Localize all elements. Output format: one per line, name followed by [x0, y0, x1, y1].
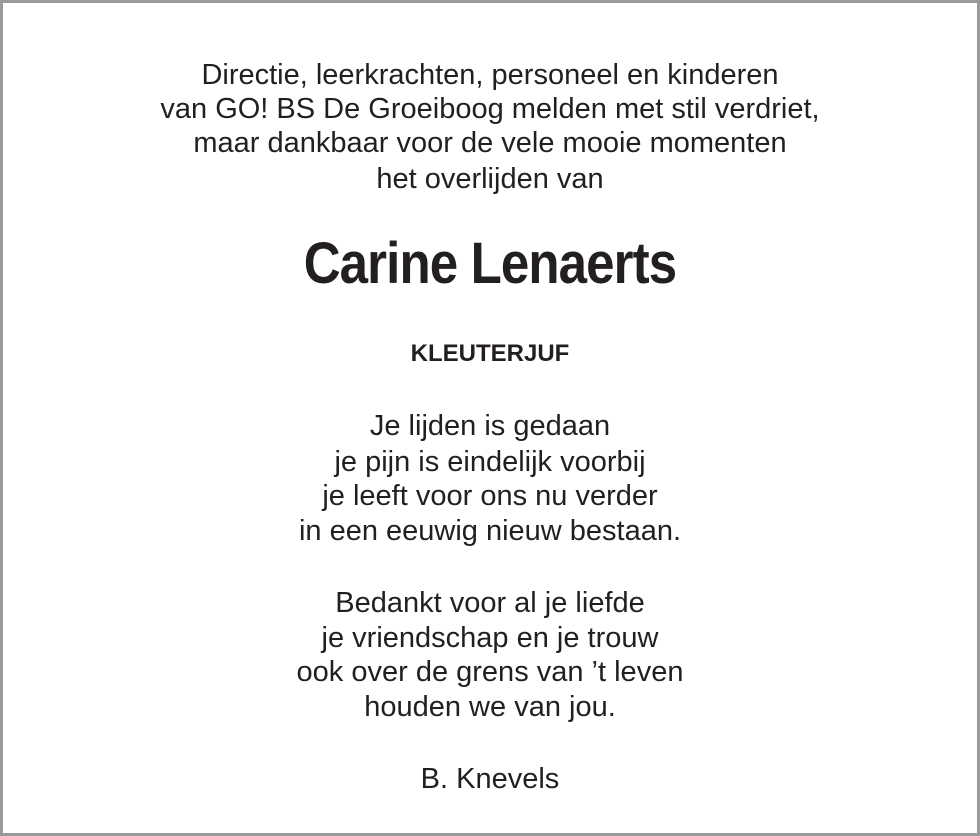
intro-line-3: maar dankbaar voor de vele mooie momenten — [193, 127, 787, 159]
intro-line-4: het overlijden van — [376, 163, 604, 195]
intro-line-2: van GO! BS De Groeiboog melden met stil verdriet, — [160, 93, 820, 125]
poem-stanza-2-line-1: Bedankt voor al je liefde — [335, 587, 645, 619]
intro-line-1: Directie, leerkrachten, personeel en kinderen — [201, 59, 779, 91]
deceased-role: KLEUTERJUF — [410, 340, 570, 367]
poem-stanza-1-line-3: je leeft voor ons nu verder — [322, 480, 658, 512]
poem-stanza-1-line-1: Je lijden is gedaan — [369, 410, 611, 442]
poem-stanza-2-line-4: houden we van jou. — [364, 691, 616, 723]
poem-stanza-2-line-2: je vriendschap en je trouw — [321, 622, 659, 654]
poem-stanza-1-line-2: je pijn is eindelijk voorbij — [334, 446, 646, 478]
poem-stanza-2-line-3: ook over de grens van ’t leven — [296, 656, 684, 688]
deceased-name: Carine Lenaerts — [303, 231, 677, 296]
poem-stanza-1-line-4: in een eeuwig nieuw bestaan. — [298, 515, 682, 547]
signature: B. Knevels — [420, 763, 560, 795]
